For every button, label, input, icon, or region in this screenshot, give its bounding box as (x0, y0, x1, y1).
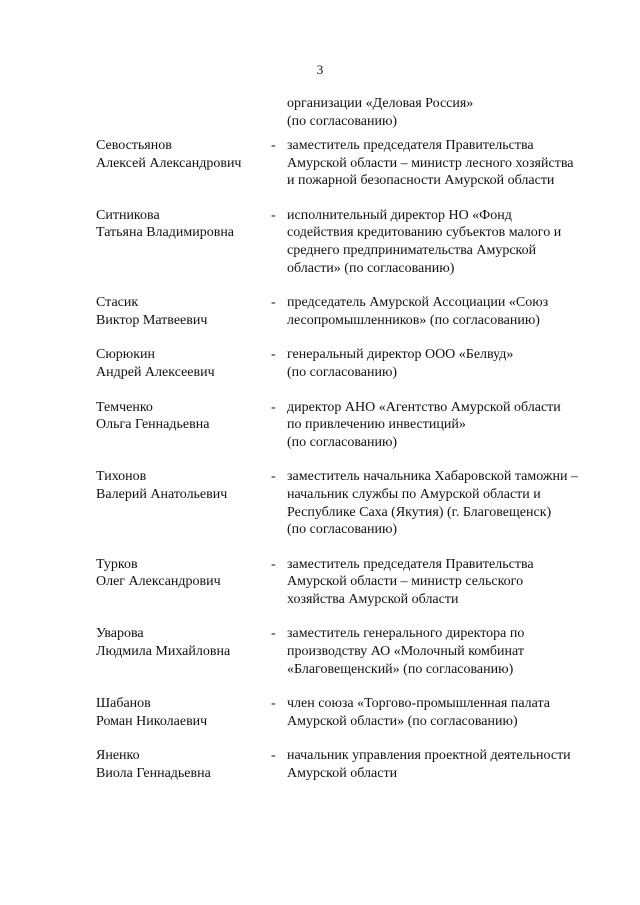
continuation-line: организации «Деловая Россия» (287, 96, 474, 111)
member-surname: Уварова (96, 626, 144, 642)
member-name (96, 207, 271, 277)
role-line: «Благовещенский» (по согласованию) (287, 661, 514, 677)
member-entry (0, 468, 640, 538)
member-entry (0, 625, 640, 678)
member-given-names: Людмила Михайловна (96, 644, 231, 660)
role-line: Амурской области» (по согласованию) (287, 713, 518, 729)
role-line: заместитель председателя Правительства (287, 556, 534, 572)
role-line: производству АО «Молочный комбинат (287, 644, 524, 660)
member-surname: Турков (96, 556, 138, 572)
role-line: и пожарной безопасности Амурской области (287, 173, 555, 189)
member-given-names: Ольга Геннадьевна (96, 417, 210, 433)
role-line: (по согласованию) (287, 364, 398, 380)
member-surname: Сюрюкин (96, 347, 156, 363)
member-entry (0, 294, 640, 329)
member-entry (0, 346, 640, 381)
continuation-line: (по согласованию) (287, 113, 398, 129)
role-line: заместитель генерального директора по (287, 626, 525, 642)
role-line: лесопромышленников» (по согласованию) (287, 312, 540, 328)
page-number: 3 (316, 62, 324, 77)
member-given-names: Виктор Матвеевич (96, 312, 208, 328)
role-line: содействия кредитованию субъектов малого и (287, 225, 562, 241)
role-line: исполнительный директор НО «Фонд (287, 207, 512, 223)
member-given-names: Андрей Алексеевич (96, 364, 215, 380)
role-line: член союза «Торгово-промышленная палата (287, 696, 550, 712)
member-entry (0, 556, 640, 609)
role-line: хозяйства Амурской области (287, 591, 459, 607)
member-surname: Яненко (96, 748, 140, 764)
member-entry (0, 747, 640, 782)
member-role (287, 556, 597, 609)
entry-dash: - (271, 626, 276, 642)
member-given-names: Алексей Александрович (96, 155, 242, 171)
member-role (287, 346, 597, 381)
member-role (287, 207, 597, 277)
role-line: Республике Саха (Якутия) (г. Благовещенск) (287, 504, 552, 520)
member-name (96, 294, 271, 329)
member-name (96, 747, 271, 782)
member-name (96, 399, 271, 452)
role-line: заместитель председателя Правительства (287, 138, 534, 153)
entry-dash: - (271, 399, 276, 415)
member-role (287, 695, 597, 730)
role-line: начальник управления проектной деятельности (287, 748, 571, 764)
member-surname: Тихонов (96, 469, 147, 485)
member-entry (0, 695, 640, 730)
member-role (287, 625, 597, 678)
role-line: среднего предпринимательства Амурской (287, 242, 537, 258)
entry-dash: - (271, 696, 276, 712)
entry-dash: - (271, 748, 276, 764)
role-line: Амурской области – министр лесного хозяйства (287, 155, 574, 171)
member-surname: Шабанов (96, 696, 151, 712)
role-line: председатель Амурской Ассоциации «Союз (287, 295, 549, 311)
entry-dash: - (271, 347, 276, 363)
continuation-text (287, 95, 597, 130)
members-list (0, 137, 640, 800)
member-given-names: Олег Александрович (96, 574, 221, 590)
role-line: по привлечению инвестиций» (287, 417, 466, 433)
member-entry (0, 137, 640, 190)
role-line: Амурской области (287, 766, 398, 782)
member-surname: Стасик (96, 295, 139, 311)
member-name (96, 346, 271, 381)
role-line: генеральный директор ООО «Белвуд» (287, 347, 514, 363)
entry-dash: - (271, 138, 276, 153)
role-line: (по согласованию) (287, 434, 398, 450)
member-name (96, 556, 271, 609)
entry-dash: - (271, 207, 276, 223)
member-name (96, 695, 271, 730)
member-role (287, 747, 597, 782)
role-line: директор АНО «Агентство Амурской области (287, 399, 561, 415)
member-surname: Севостьянов (96, 138, 172, 153)
member-role (287, 399, 597, 452)
entry-dash: - (271, 556, 276, 572)
member-name (96, 625, 271, 678)
member-surname: Ситникова (96, 207, 160, 223)
member-role (287, 137, 597, 190)
role-line: (по согласованию) (287, 522, 398, 538)
member-entry (0, 399, 640, 452)
member-surname: Темченко (96, 399, 153, 415)
entry-dash: - (271, 295, 276, 311)
member-role (287, 294, 597, 329)
role-line: Амурской области – министр сельского (287, 574, 524, 590)
entry-dash: - (271, 469, 276, 485)
member-given-names: Виола Геннадьевна (96, 766, 211, 782)
member-name (96, 468, 271, 538)
member-given-names: Татьяна Владимировна (96, 225, 235, 241)
role-line: начальник службы по Амурской области и (287, 486, 541, 502)
member-name (96, 137, 271, 190)
member-entry (0, 207, 640, 277)
member-given-names: Роман Николаевич (96, 713, 208, 729)
role-line: заместитель начальника Хабаровской таможни – (287, 469, 579, 485)
role-line: области» (по согласованию) (287, 260, 455, 276)
member-given-names: Валерий Анатольевич (96, 486, 228, 502)
member-role (287, 468, 597, 538)
